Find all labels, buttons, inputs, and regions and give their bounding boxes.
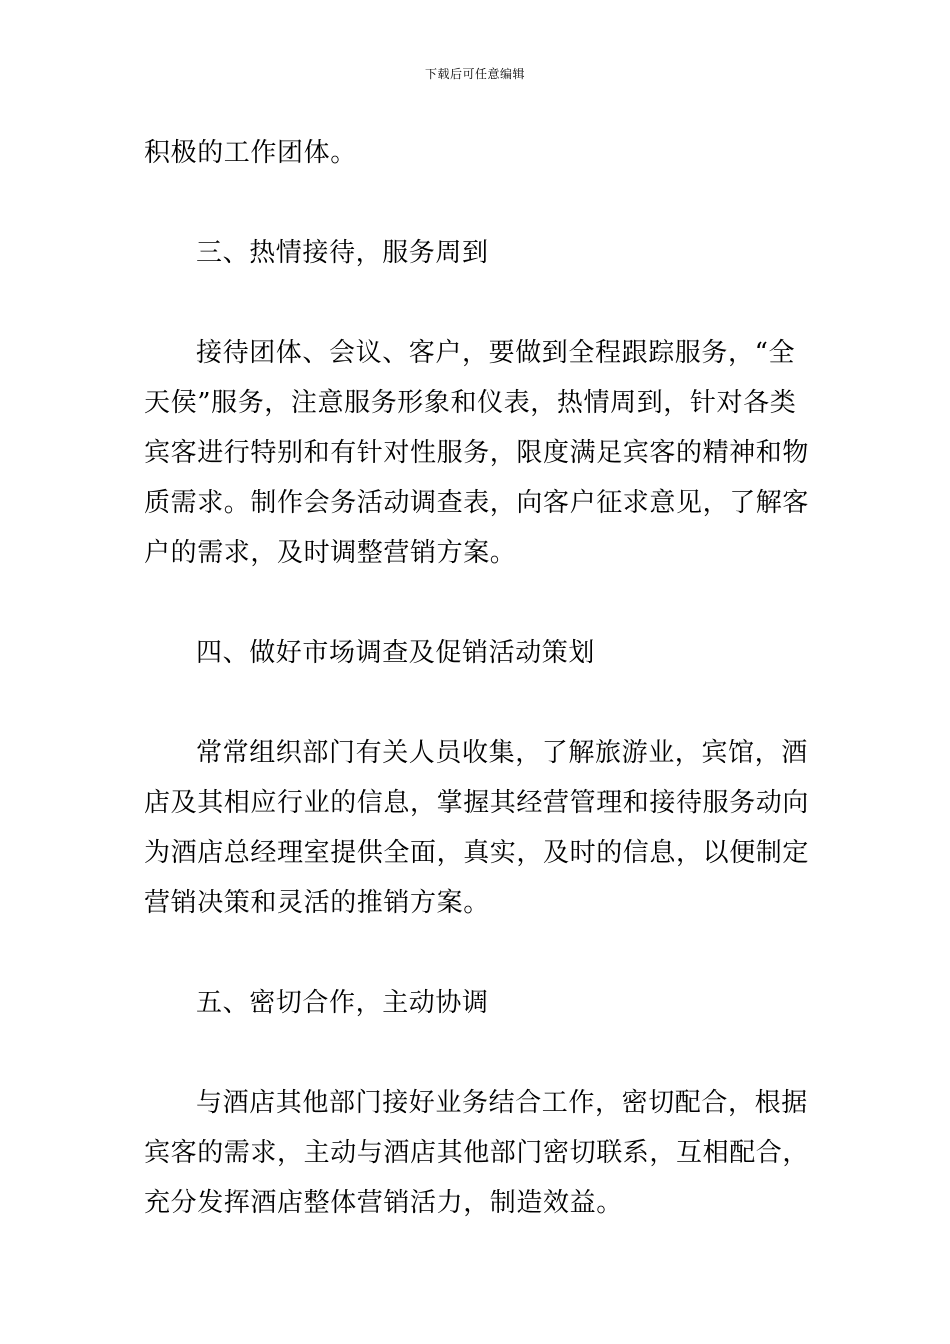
- paragraph-line: 宾客的需求，主动与酒店其他部门密切联系，互相配合，: [144, 1138, 810, 1168]
- section-heading-3: 三、热情接待，服务周到: [196, 238, 489, 268]
- blank-line: [144, 928, 806, 978]
- paragraph-cooperation: [144, 1078, 810, 1228]
- blank-line: [144, 278, 806, 328]
- section-heading-4: 四、做好市场调查及促销活动策划: [196, 638, 596, 668]
- paragraph-line: 充分发挥酒店整体营销活力，制造效益。: [144, 1188, 623, 1218]
- document-body: [144, 128, 810, 1228]
- blank-line: [144, 678, 806, 728]
- paragraph-line: 与酒店其他部门接好业务结合工作，密切配合，根据: [196, 1088, 808, 1118]
- paragraph-line: 营销决策和灵活的推销方案。: [144, 888, 490, 918]
- blank-line: [144, 1028, 806, 1078]
- paragraph-continuation: 积极的工作团体。: [144, 138, 357, 168]
- paragraph-reception: [144, 328, 810, 578]
- paragraph-line: 为酒店总经理室提供全面，真实，及时的信息，以便制定: [144, 838, 810, 868]
- paragraph-line: 常常组织部门有关人员收集，了解旅游业，宾馆，酒: [196, 738, 808, 768]
- header-note: 下载后可任意编辑: [424, 67, 525, 81]
- blank-line: [144, 578, 806, 628]
- paragraph-line: 户的需求，及时调整营销方案。: [144, 538, 517, 568]
- paragraph-line: 接待团体、会议、客户，要做到全程跟踪服务，“全: [196, 338, 796, 368]
- paragraph-line: 质需求。制作会务活动调查表，向客户征求意见，了解客: [144, 488, 810, 518]
- paragraph-line: 天侯”服务，注意服务形象和仪表，热情周到，针对各类: [144, 388, 797, 418]
- paragraph-line: 店及其相应行业的信息，掌握其经营管理和接待服务动向: [144, 788, 810, 818]
- section-heading-5: 五、密切合作，主动协调: [196, 988, 489, 1018]
- paragraph-market-research: [144, 728, 810, 928]
- paragraph-line: 宾客进行特别和有针对性服务，限度满足宾客的精神和物: [144, 438, 810, 468]
- blank-line: [144, 178, 806, 228]
